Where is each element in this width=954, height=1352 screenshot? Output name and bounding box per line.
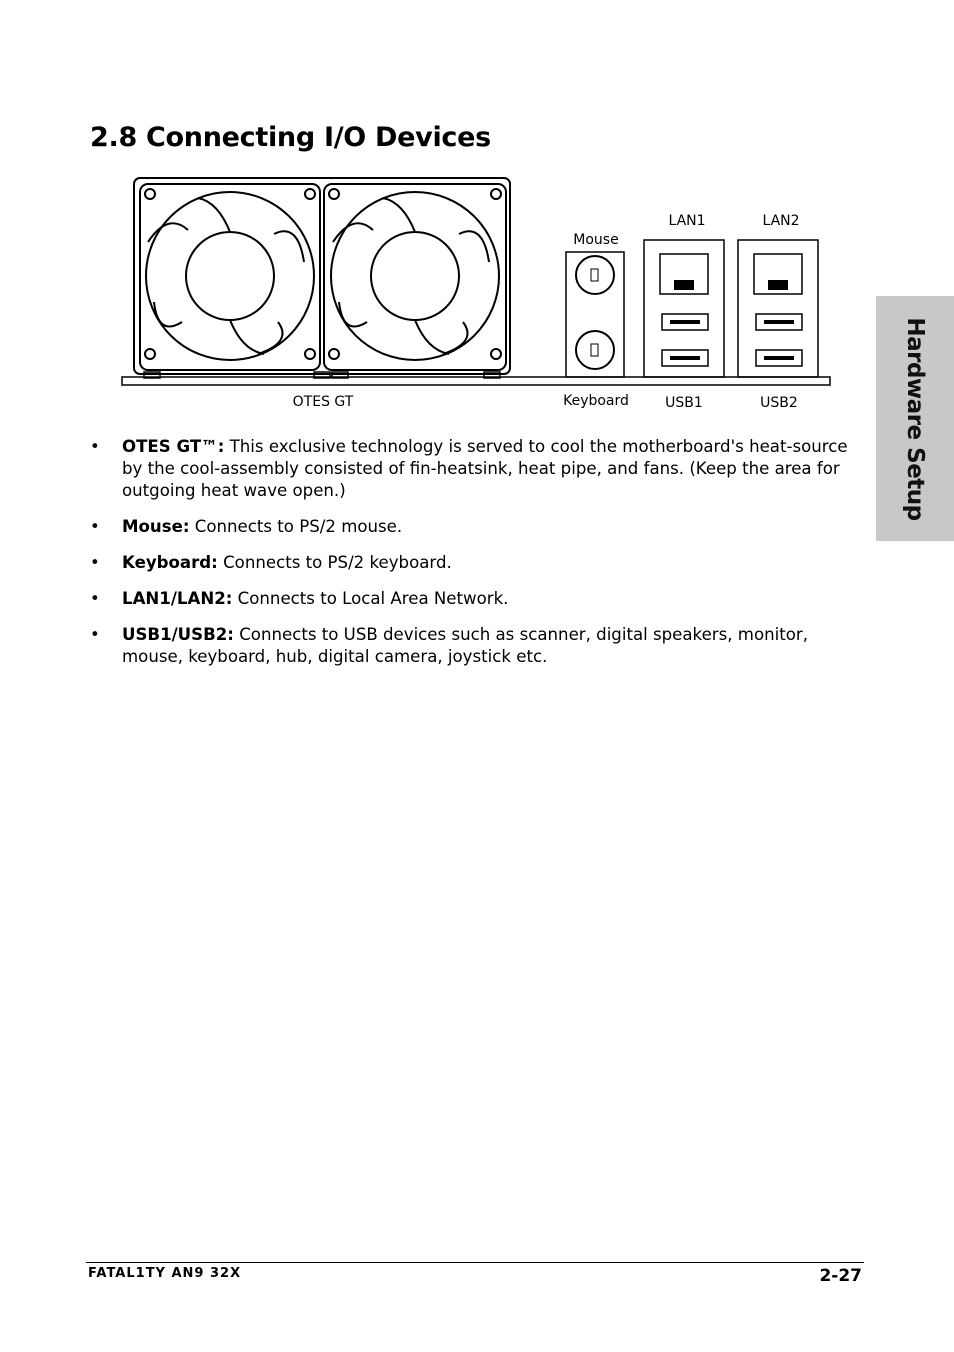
list-item: • OTES GT™: This exclusive technology is served to cool the motherboard's heat-source by the cool-assembly consisted of fin-heatsink, heat pipe, and fans. (Keep the area for outgoing heat wave open.) (90, 437, 848, 500)
list-item: • Mouse: Connects to PS/2 mouse. (90, 517, 403, 536)
footer-brand-logo: FATAL1TY AN9 32X (88, 1266, 242, 1281)
bullet-icon: • (90, 517, 100, 536)
ps2-mouse-port-icon (576, 256, 614, 294)
io-panel-diagram (118, 172, 838, 392)
io-panel-figure (118, 172, 838, 422)
bullet-icon: • (90, 589, 100, 608)
io-device-list (90, 436, 860, 682)
ps2-block (566, 252, 624, 377)
keyboard-label: Keyboard (563, 393, 629, 409)
fan-2-icon (324, 184, 506, 370)
footer-divider (86, 1262, 864, 1263)
bullet-icon: • (90, 625, 100, 644)
page-title: 2.8 Connecting I/O Devices (90, 122, 491, 153)
list-item: • LAN1/LAN2: Connects to Local Area Network. (90, 589, 509, 608)
list-item: • Keyboard: Connects to PS/2 keyboard. (90, 553, 452, 572)
lan1-label: LAN1 (668, 213, 706, 229)
mouse-label: Mouse (573, 232, 619, 248)
bullet-icon: • (90, 437, 100, 456)
list-item: • USB1/USB2: Connects to USB devices such as scanner, digital speakers, monitor, mouse, keyboard, hub, digital camera, joystick etc. (90, 625, 809, 666)
fan-1-icon (140, 184, 320, 370)
usb1-label: USB1 (665, 395, 703, 411)
ps2-keyboard-port-icon (576, 331, 614, 369)
otes-label: OTES GT (292, 394, 354, 410)
side-tab-label: Hardware Setup (902, 316, 928, 521)
base-rail (122, 377, 830, 385)
usb2-label: USB2 (760, 395, 798, 411)
bullet-icon: • (90, 553, 100, 572)
section-side-tab (876, 296, 954, 541)
page-number: 2-27 (819, 1266, 862, 1286)
lan2-label: LAN2 (762, 213, 800, 229)
otes-heatsink-frame (134, 178, 510, 374)
